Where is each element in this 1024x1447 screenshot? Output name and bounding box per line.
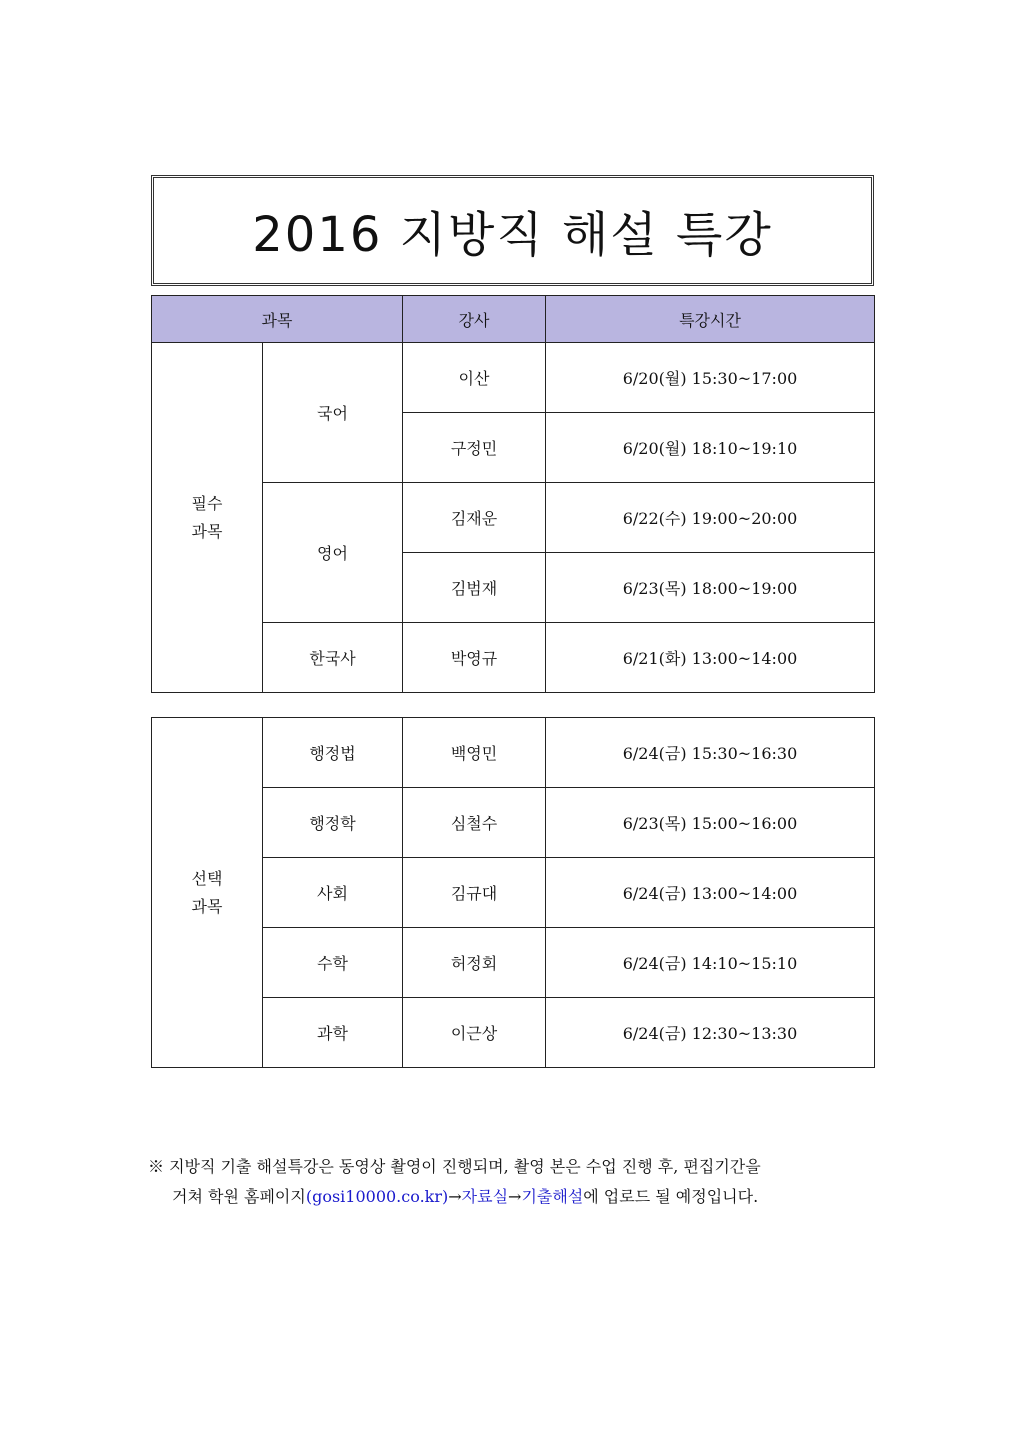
title-box xyxy=(151,175,874,286)
required-subjects-table xyxy=(151,295,875,693)
lecturer-cell: 심철수 xyxy=(403,788,546,858)
footnote-text: 거쳐 학원 홈페이지 xyxy=(172,1187,306,1206)
table-row xyxy=(152,343,875,413)
time-cell: 6/24(금) 12:30~13:30 xyxy=(546,998,875,1068)
menu-past-exam-solutions[interactable]: 기출해설 xyxy=(521,1187,584,1206)
lecturer-cell: 이산 xyxy=(403,343,546,413)
lecturer-cell: 김규대 xyxy=(403,858,546,928)
time-cell: 6/23(목) 15:00~16:00 xyxy=(546,788,875,858)
elective-subjects-table xyxy=(151,717,875,1068)
footnote-line-1: ※ 지방직 기출 해설특강은 동영상 촬영이 진행되며, 촬영 본은 수업 진행 후, 편집기간을 xyxy=(148,1157,761,1176)
subject-cell: 사회 xyxy=(263,858,403,928)
subject-cell: 행정법 xyxy=(263,718,403,788)
subject-cell: 행정학 xyxy=(263,788,403,858)
lecturer-cell: 박영규 xyxy=(403,623,546,693)
arrow-2: → xyxy=(508,1187,522,1206)
lecturer-cell: 백영민 xyxy=(403,718,546,788)
time-cell: 6/24(금) 13:00~14:00 xyxy=(546,858,875,928)
time-cell: 6/22(수) 19:00~20:00 xyxy=(546,483,875,553)
time-cell: 6/20(월) 18:10~19:10 xyxy=(546,413,875,483)
category-elective: 선택 과목 xyxy=(152,718,263,1068)
footnote-text-end: 에 업로드 될 예정입니다. xyxy=(583,1187,759,1206)
homepage-link[interactable]: (gosi10000.co.kr) xyxy=(305,1187,449,1206)
lecturer-cell: 구정민 xyxy=(403,413,546,483)
header-time: 특강시간 xyxy=(546,296,875,343)
lecturer-cell: 김범재 xyxy=(403,553,546,623)
lecturer-cell: 이근상 xyxy=(403,998,546,1068)
time-cell: 6/23(목) 18:00~19:00 xyxy=(546,553,875,623)
arrow-1: → xyxy=(448,1187,462,1206)
footnote-line-2 xyxy=(148,1182,888,1212)
time-cell: 6/20(월) 15:30~17:00 xyxy=(546,343,875,413)
page-title: 2016 지방직 해설 특강 xyxy=(252,207,773,263)
subject-cell: 과학 xyxy=(263,998,403,1068)
time-cell: 6/24(금) 14:10~15:10 xyxy=(546,928,875,998)
menu-data-room[interactable]: 자료실 xyxy=(461,1187,509,1206)
header-subject: 과목 xyxy=(152,296,403,343)
lecturer-cell: 김재운 xyxy=(403,483,546,553)
category-required: 필수 과목 xyxy=(152,343,263,693)
time-cell: 6/24(금) 15:30~16:30 xyxy=(546,718,875,788)
lecturer-cell: 허정회 xyxy=(403,928,546,998)
subject-history: 한국사 xyxy=(263,623,403,693)
subject-english: 영어 xyxy=(263,483,403,623)
footnote xyxy=(148,1152,888,1212)
time-cell: 6/21(화) 13:00~14:00 xyxy=(546,623,875,693)
header-lecturer: 강사 xyxy=(403,296,546,343)
subject-korean: 국어 xyxy=(263,343,403,483)
table-row xyxy=(152,718,875,788)
subject-cell: 수학 xyxy=(263,928,403,998)
